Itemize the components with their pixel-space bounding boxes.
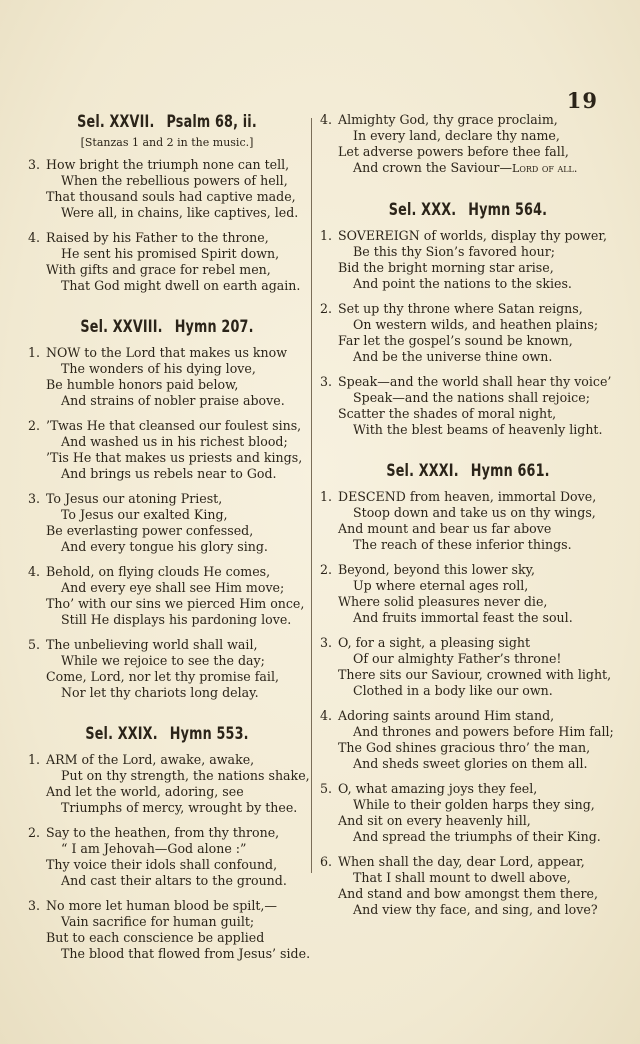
verse-line: And every eye shall see Him move; [61,580,285,595]
verse-line: Put on thy strength, the nations shake, [61,768,310,783]
verse-line: On western wilds, and heathen plains; [353,317,599,332]
verse-line: 3. Speak—and the world shall hear thy voice’ [320,374,612,389]
verse-line: And stand and bow amongst them there, [338,886,598,901]
selection-number: Sel. XXIX. [85,724,158,743]
stanza [320,562,616,626]
verse-line: And point the nations to the skies. [353,276,572,291]
verse-line: The blood that flowed from Jesus’ side. [61,946,311,961]
verse-line: 1. NOW to the Lord that makes us know [28,345,288,360]
verse-line: And brings us rebels near to God. [61,466,277,481]
verse-line: And thrones and powers before Him fall; [353,724,614,739]
selection-number: Sel. XXVII. [77,112,155,131]
verse-line: 3. O, for a sight, a pleasing sight [320,635,531,650]
stanza-number: 4. [28,564,41,579]
verse-line: 1. SOVEREIGN of worlds, display thy power, [320,228,608,243]
verse-line: In every land, declare thy name, [353,128,560,143]
verse-line: 3. How bright the triumph none can tell, [28,157,290,172]
verse-line: Be this thy Sion’s favored hour; [353,244,555,259]
verse-line [320,160,616,177]
stanza [320,781,616,845]
verse-line: 4. Adoring saints around Him stand, [320,708,555,723]
stanza [28,898,311,962]
stanza-number: 5. [320,781,333,796]
verse-line: But to each conscience be applied [46,930,265,945]
stanza [28,825,306,889]
stanza [320,489,616,553]
verse-line: Up where eternal ages roll, [353,578,529,593]
verse-small-caps: Lord of all. [512,162,578,175]
verse-line: With gifts and grace for rebel men, [46,262,271,277]
verse-line: And fruits immortal feast the soul. [353,610,573,625]
verse-line: Speak—and the nations shall rejoice; [353,390,590,405]
verse-line: That thousand souls had captive made, [46,189,296,204]
hymn-title: Psalm 68, ii. [166,112,257,131]
selection-number: Sel. XXX. [388,200,457,219]
stanza-number: 4. [28,230,41,245]
stanza-number: 2. [320,562,333,577]
stanza [28,345,306,409]
section-gap [28,710,306,724]
verse-line: Tho’ with our sins we pierced Him once, [46,596,305,611]
verse-line: The wonders of his dying love, [61,361,256,376]
verse-line: With the blest beams of heavenly light. [353,422,603,437]
stanza-number: 1. [28,345,41,360]
verse-line: Scatter the shades of moral night, [338,406,557,421]
stanza [28,637,306,701]
stanza [28,752,310,816]
stanza [320,228,616,292]
verse-line: Were all, in chains, like captives, led. [61,205,299,220]
stanza-number: 5. [28,637,41,652]
verse-line: When the rebellious powers of hell, [61,173,288,188]
verse-line: Bid the bright morning star arise, [338,260,554,275]
verse-line: And cast their altars to the ground. [61,873,287,888]
hymn-heading [341,200,596,220]
verse-line: “ I am Jehovah—God alone :” [61,841,247,856]
verse-line: 2. Set up thy throne where Satan reigns, [320,301,583,316]
verse-line: 2. ’Twas He that cleansed our foulest sins, [28,418,302,433]
hymn-heading [341,461,596,481]
verse-line: Come, Lord, nor let thy promise fail, [46,669,279,684]
hymn-heading [47,112,286,132]
verse-line: Clothed in a body like our own. [353,683,553,698]
stanza [320,854,616,918]
hymn-heading [47,724,286,744]
verse-line: 4. Almighty God, thy grace proclaim, [320,112,558,127]
hymn-title: Hymn 564. [468,200,548,219]
stanza-number: 4. [320,708,333,723]
hymn-title: Hymn 207. [174,317,254,336]
verse-line: And strains of nobler praise above. [61,393,285,408]
verse-line: ’Tis He that makes us priests and kings, [46,450,303,465]
right-column [320,112,616,927]
verse-line: Be humble honors paid below, [46,377,239,392]
page-number: 19 [566,88,598,113]
column-divider [311,118,312,873]
verse-line: And sheds sweet glories on them all. [353,756,588,771]
verse-line: That God might dwell on earth again. [61,278,301,293]
verse-line: 2. Say to the heathen, from thy throne, [28,825,280,840]
verse-line: Of our almighty Father’s throne! [353,651,562,666]
stanza [28,230,306,294]
stanza [28,491,306,555]
verse-line: To Jesus our exalted King, [61,507,228,522]
stanza-number: 4. [320,112,333,127]
verse-line: Vain sacrifice for human guilt; [61,914,255,929]
verse-line: Nor let thy chariots long delay. [61,685,259,700]
verse-line: 3. To Jesus our atoning Priest, [28,491,223,506]
verse-line: And spread the triumphs of their King. [353,829,601,844]
verse-line: 1. ARM of the Lord, awake, awake, [28,752,255,767]
section-gap [28,303,306,317]
stanza [320,708,616,772]
verse-line: 4. Behold, on flying clouds He comes, [28,564,271,579]
verse-line: 5. O, what amazing joys they feel, [320,781,538,796]
verse-line: And washed us in his richest blood; [61,434,288,449]
verse-line: And view thy face, and sing, and love? [353,902,598,917]
verse-line: Far let the gospel’s sound be known, [338,333,573,348]
stanza-number: 2. [28,418,41,433]
stanza-number: 3. [28,157,41,172]
hymn-heading [47,317,286,337]
hymn-title: Hymn 661. [470,461,550,480]
verse-line: Thy voice their idols shall confound, [46,857,278,872]
verse-line: While we rejoice to see the day; [61,653,265,668]
stanza-number: 1. [320,228,333,243]
verse-line: And let the world, adoring, see [46,784,244,799]
stanza [320,301,616,365]
left-column [28,112,311,971]
verse-line: Still He displays his pardoning love. [61,612,292,627]
verse-line: 1. DESCEND from heaven, immortal Dove, [320,489,597,504]
stanza-number: 1. [320,489,333,504]
verse-line: There sits our Saviour, crowned with light, [338,667,612,682]
stanza-number: 1. [28,752,41,767]
selection-number: Sel. XXXI. [386,461,459,480]
verse-line: Let adverse powers before thee fall, [338,144,569,159]
verse-line: The reach of these inferior things. [353,537,572,552]
hymn-title: Hymn 553. [169,724,249,743]
verse-line: He sent his promised Spirit down, [61,246,280,261]
verse-line: While to their golden harps they sing, [353,797,595,812]
stanza [320,635,616,699]
stanza-note: [Stanzas 1 and 2 in the music.] [80,136,254,149]
verse-line: 4. Raised by his Father to the throne, [28,230,269,245]
verse-line: That I shall mount to dwell above, [353,870,571,885]
verse-line: Where solid pleasures never die, [338,594,548,609]
section-gap [320,447,616,461]
stanza [28,157,306,221]
selection-number: Sel. XXVIII. [80,317,163,336]
verse-text: And crown the Saviour— [353,160,513,175]
verse-line: 6. When shall the day, dear Lord, appear, [320,854,585,869]
verse-line: And mount and bear us far above [338,521,552,536]
verse-line: The God shines gracious thro’ the man, [338,740,591,755]
verse-line: 2. Beyond, beyond this lower sky, [320,562,536,577]
stanza [320,374,616,438]
stanza-number: 3. [28,491,41,506]
verse-line: And every tongue his glory sing. [61,539,268,554]
verse-line: 5. The unbelieving world shall wail, [28,637,258,652]
section-gap [320,186,616,200]
stanza [28,564,306,628]
verse-line: Be everlasting power confessed, [46,523,254,538]
verse-line: 3. No more let human blood be spilt,— [28,898,278,913]
stanza-number: 6. [320,854,333,869]
verse-line: Stoop down and take us on thy wings, [353,505,596,520]
stanza-number: 2. [28,825,41,840]
verse-line: And sit on every heavenly hill, [338,813,531,828]
stanza [28,418,306,482]
stanza [320,112,616,177]
stanza-number: 2. [320,301,333,316]
stanza-number: 3. [28,898,41,913]
stanza-number: 3. [320,635,333,650]
stanza-number: 3. [320,374,333,389]
verse-line: Triumphs of mercy, wrought by thee. [61,800,298,815]
verse-line: And be the universe thine own. [353,349,553,364]
